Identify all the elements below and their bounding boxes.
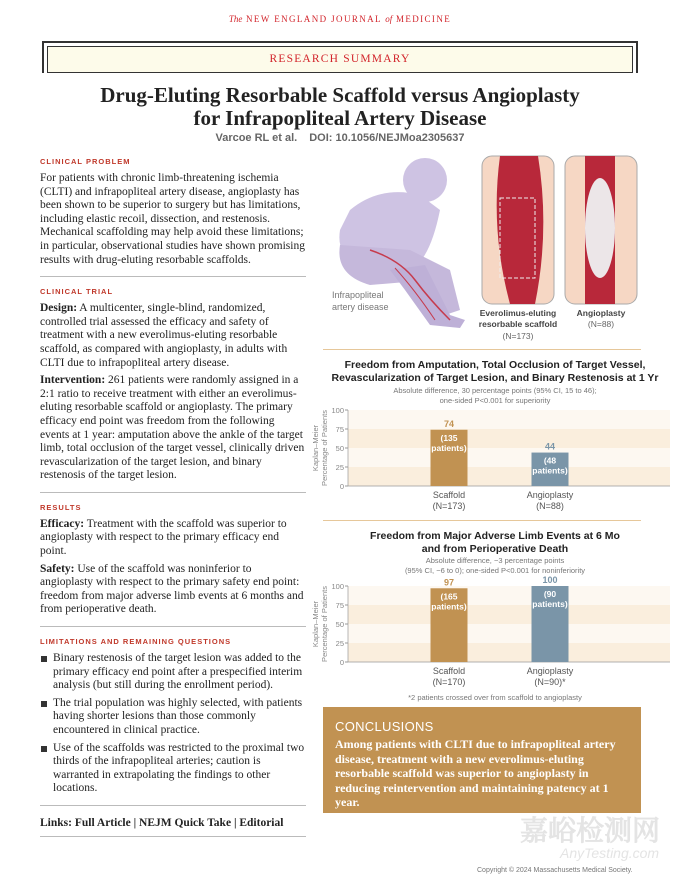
category-n-label: (N=173) [432,501,466,511]
scaffold-n: (N=173) [502,331,534,341]
chart1-title: Freedom from Amputation, Total Occlusion of Target Vessel, Revascularization of Target Lesion, and Binary Restenosis at 1 Yr [331,359,659,384]
limitation-item: Binary restenosis of the target lesion was added to the primary efficacy end point after a prespecified interim analysis (but still during the enrollment period). [40,652,306,693]
angioplasty-n: (N=88) [587,319,615,329]
divider [40,626,306,627]
grid-band [348,410,670,429]
byline: Varcoe RL et al. DOI: 10.1056/NEJMoa2305637 [215,132,465,144]
limitation-item: Use of the scaffolds was restricted to the proximal two thirds of the infrapopliteal arteries; caution is warranted in extrapolating the findings to other locations. [40,742,306,796]
disease-label: Infrapopliteal [332,290,384,300]
patients-label: (165 [440,591,458,602]
link-full-article[interactable]: Full Article [74,816,131,829]
y-axis-label: Kaplan–Meier [311,600,320,648]
value-label: 74 [443,418,455,429]
page-title: Drug-Eluting Resorbable Scaffold versus Angioplasty for Infrapopliteal Artery Disease [100,83,580,130]
grid-band [348,605,670,624]
divider [40,805,306,806]
scaffold-illustration [482,156,554,304]
clinical-trial-section: CLINICAL TRIAL Design: A multicenter, single-blind, randomized, controlled trial assessed the efficacy and safety of treatment with a new everolimus-eluting resorbable scaffold, as compared with angioplasty, in adults with CLTI due to infrapopliteal artery disease. Intervention: 261 patients were randomly assigned in a 2:1 ratio to receive treatment with either an everolimus-eluting resorbable scaffold or angioplasty. The primary efficacy end point was freedom from the following events at 1 year: amputation above the ankle of the target limb, total occlusion of the target vessel, clinically driven revascularization of the target lesion, and binary restenosis of the target lesion. [40,287,305,482]
divider [40,492,306,493]
conclusions-box: CONCLUSIONS Among patients with CLTI due to infrapopliteal artery disease, treatment with a new everolimus-eluting resorbable scaffold was superior to angioplasty in reducing reintervention and maintaining patency at 1 year. [323,707,641,813]
y-tick-label: 0 [339,482,344,491]
patients-label: patients) [431,601,467,612]
angioplasty-label: Angioplasty [576,308,626,318]
grid-band [348,624,670,643]
doi[interactable]: DOI: 10.1056/NEJMoa2305637 [309,132,465,144]
watermark-url: AnyTesting.com [560,845,660,861]
patients-label: patients) [532,465,568,476]
scaffold-label: Everolimus-eluting [479,308,557,318]
patients-label: (90 [543,589,557,599]
links: Links: Full Article | NEJM Quick Take | Editorial [40,816,284,829]
grid-band [348,429,670,448]
y-tick-label: 100 [331,406,344,415]
limitations-section: LIMITATIONS AND REMAINING QUESTIONS Binary restenosis of the target lesion was added to the primary efficacy end point after a prespecified interim analysis (but still during the enrollment period). The trial population was highly selected, with patients having shorter lesions than those commonly encountered in clinical practice. Use of the scaffolds was restricted to the proximal two thirds of the infrapopliteal arteries; caution is warranted in extrapolating the findings to other locations. [40,637,305,795]
divider [40,276,306,277]
divider [323,520,641,521]
category-label: Angioplasty [526,666,574,676]
chart2-footnote: *2 patients crossed over from scaffold to angioplasty [408,693,582,702]
patients-label: patients) [431,442,467,453]
scaffold-label: resorbable scaffold [478,319,558,329]
y-tick-label: 75 [335,425,344,434]
chart2-title: Freedom from Major Adverse Limb Events at 6 Mo and from Perioperative Death [370,530,620,555]
watermark: 嘉峪检测网 [520,815,661,846]
y-tick-label: 75 [335,601,344,610]
y-axis-label: Kaplan–Meier [311,424,320,472]
left-column [40,157,306,847]
grid-band [348,643,670,662]
category-label: Scaffold [432,490,466,500]
y-tick-label: 100 [331,582,344,591]
copyright: Copyright © 2024 Massachusetts Medical Society. [477,867,633,874]
research-summary-banner: RESEARCH SUMMARY [42,41,638,73]
results-section: RESULTS Efficacy: Treatment with the scaffold was superior to angioplasty with respect to the primary efficacy end point. Safety: Use of the scaffold was noninferior to angioplasty with respect to the primary safety end point: freedom from major adverse limb events at 6 months and from perioperative death. [40,502,304,616]
grid-band [348,448,670,467]
category-n-label: (N=88) [536,501,564,511]
link-quick-take[interactable]: NEJM Quick Take [139,816,232,829]
value-label: 97 [443,577,455,588]
patients-label: patients) [532,599,568,609]
value-label: 100 [542,576,558,585]
clinical-problem-section: CLINICAL PROBLEM For patients with chronic limb-threatening ischemia (CLTI) and infrapopliteal artery disease, angioplasty has been shown to be superior to surgery but has limitations, including elastic recoil, dissection, and restenosis. Mechanical scaffolding may help avoid these limitations; in particular, observational studies have shown promising results with drug-eluting resorbable scaffolds. [40,157,305,266]
value-label: 44 [544,441,556,452]
category-n-label: (N=90)* [534,677,566,687]
grid-band [348,467,670,486]
journal-masthead: The NEW ENGLAND JOURNAL of MEDICINE [228,14,452,24]
chart2-subtitle: Absolute difference, −3 percentage points (95% CI, −6 to 0); one-sided P<0.001 for noninferiority [404,556,586,575]
grid-band [348,586,670,605]
y-tick-label: 50 [335,620,344,629]
y-tick-label: 0 [339,658,344,667]
divider [40,836,306,837]
link-editorial[interactable]: Editorial [239,816,284,829]
y-tick-label: 50 [335,444,344,453]
disease-label: artery disease [332,302,389,312]
limitation-item: The trial population was highly selected, with patients having shorter lesions than those commonly encountered in clinical practice. [40,697,306,738]
illustration [310,150,680,346]
category-n-label: (N=170) [432,677,466,687]
divider [323,349,641,350]
category-label: Angioplasty [526,490,574,500]
chart1 [310,400,680,518]
patients-label: (135 [440,432,458,443]
y-tick-label: 25 [335,639,344,648]
chart1-subtitle: Absolute difference, 30 percentage points (95% CI, 15 to 46); one-sided P<0.001 for superiority [393,386,597,405]
patients-label: (48 [543,455,557,466]
y-tick-label: 25 [335,463,344,472]
y-axis-label: Percentage of Patients [320,586,329,662]
category-label: Scaffold [432,666,466,676]
angioplasty-illustration [565,156,637,304]
y-axis-label: Percentage of Patients [320,410,329,486]
chart2 [310,576,680,692]
